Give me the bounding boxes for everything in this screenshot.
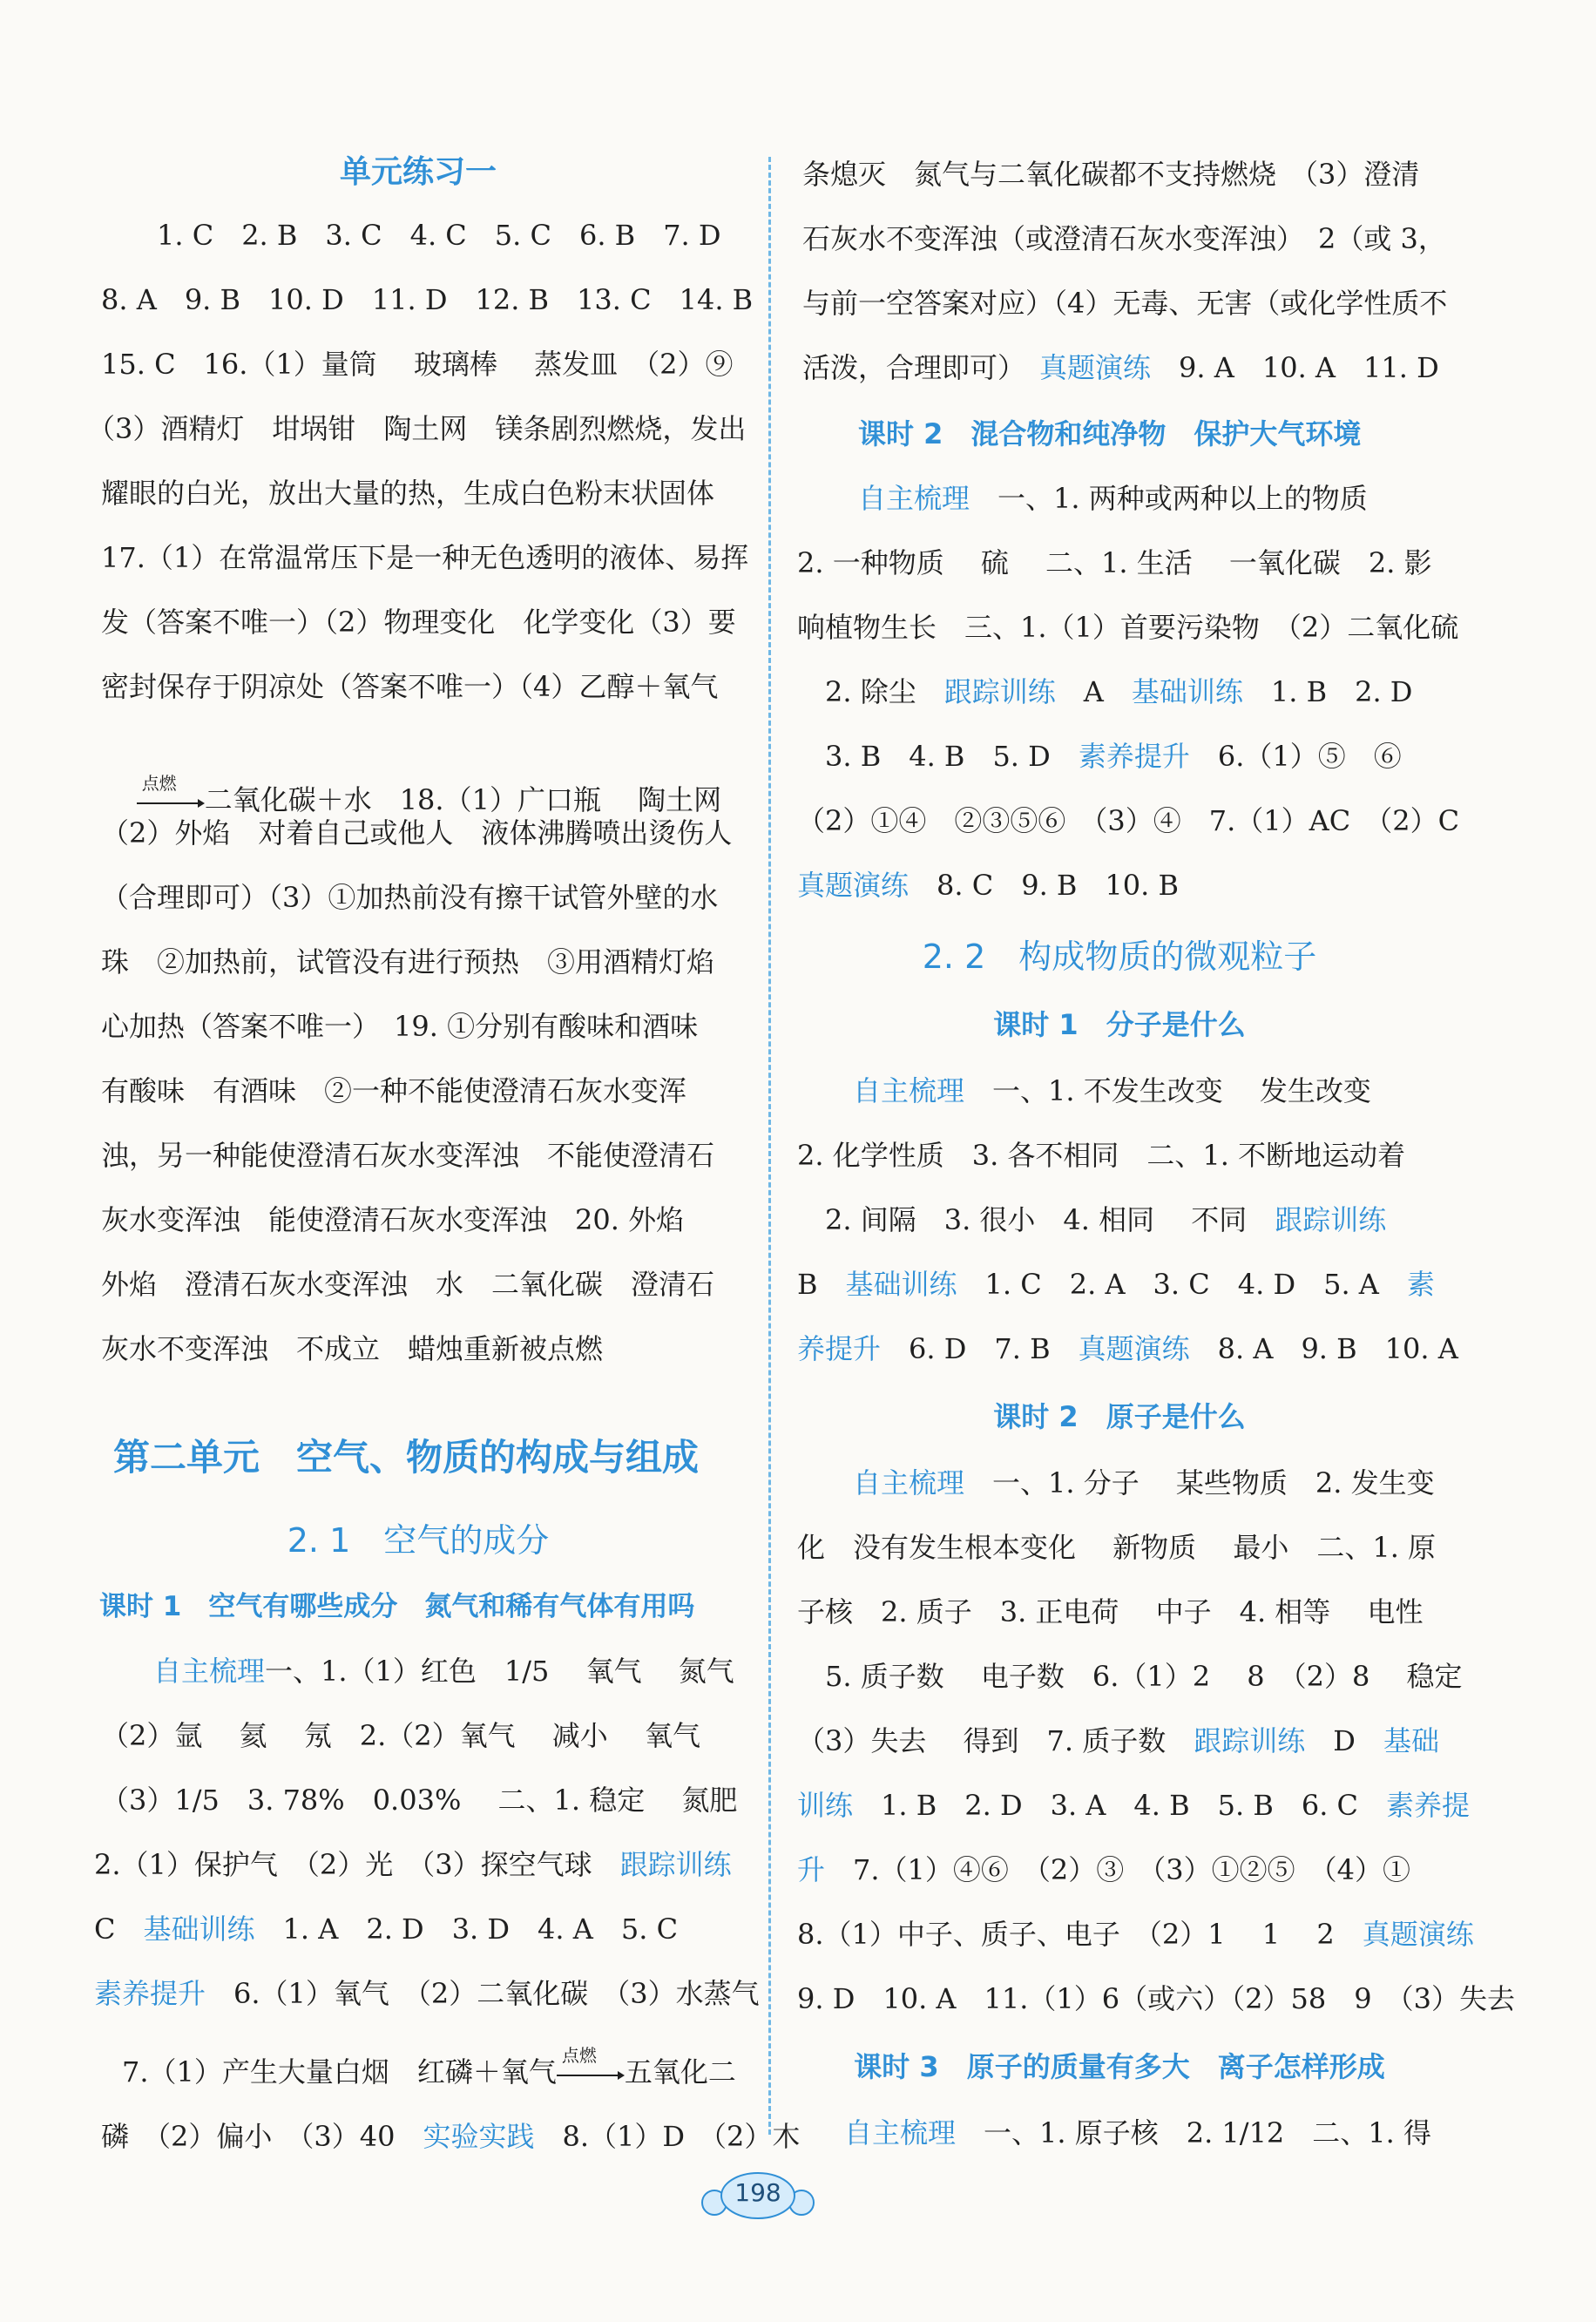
answer-line: 7.（1）产生大量白烟 红磷＋氧气 点燃 五氧化二 (94, 2044, 736, 2088)
tag-label: 训练 (797, 1789, 854, 1822)
answer-line: 自主梳理 一、1. 不发生改变 发生改变 (853, 1074, 1371, 1107)
answer-line: 8. A 9. B 10. D 11. D 12. B 13. C 14. B (101, 283, 754, 316)
answer-line: 浊，另一种能使澄清石灰水变浑浊 不能使澄清石 (101, 1139, 715, 1172)
answer-line: 3. B 4. B 5. D 素养提升 6.（1）⑤ ⑥ (797, 740, 1402, 773)
ignite-arrow-icon: 点燃 (557, 2064, 625, 2085)
answer-line: 自主梳理 一、1. 分子 某些物质 2. 发生变 (853, 1466, 1435, 1499)
answer-line: 珠 ②加热前，试管没有进行预热 ③用酒精灯焰 (101, 945, 715, 978)
answer-line: C 基础训练 1. A 2. D 3. D 4. A 5. C (94, 1912, 679, 1946)
answer-line: 响植物生长 三、1.（1）首要污染物 （2）二氧化硫 (797, 611, 1459, 644)
answer-line: 磷 （2）偏小 （3）40 实验实践 8.（1）D （2）木 (101, 2120, 801, 2153)
answer-line: 有酸味 有酒味 ②一种不能使澄清石灰水变浑 (101, 1074, 687, 1107)
answer-line: 8.（1）中子、质子、电子 （2）1 1 2 真题演练 (797, 1918, 1474, 1951)
unit-title: 第二单元 空气、物质的构成与组成 (113, 1436, 700, 1479)
answer-line: 灰水变浑浊 能使澄清石灰水变浑浊 20. 外焰 (101, 1203, 685, 1236)
tag-label: 升 (797, 1853, 826, 1886)
answer-line: 2. 间隔 3. 很小 4. 相同 不同 跟踪训练 (797, 1203, 1387, 1236)
lesson-title: 课时 1 空气有哪些成分 氮气和稀有气体有用吗 (99, 1591, 695, 1622)
tag-label: 素养提 (1386, 1789, 1471, 1822)
tag-label: 素 (1406, 1268, 1435, 1301)
column-divider (768, 157, 771, 2135)
answer-line: B 基础训练 1. C 2. A 3. C 4. D 5. A 素 (797, 1268, 1435, 1301)
lesson-title: 课时 1 分子是什么 (993, 1008, 1246, 1041)
tag-label: 基础训练 (1131, 675, 1243, 708)
answer-line: 外焰 澄清石灰水变浑浊 水 二氧化碳 澄清石 (101, 1268, 715, 1301)
answer-line: 密封保存于阴凉处（答案不唯一）（4）乙醇＋氧气 (101, 670, 719, 703)
answer-line: 子核 2. 质子 3. 正电荷 中子 4. 相等 电性 (797, 1595, 1424, 1628)
tag-label: 跟踪训练 (1275, 1203, 1387, 1236)
tag-label: 真题演练 (1078, 1332, 1190, 1365)
page-number-badge (697, 2170, 819, 2222)
lesson-title: 课时 2 原子是什么 (993, 1400, 1246, 1433)
tag-label: 养提升 (797, 1332, 882, 1365)
tag-label: 自主梳理 (853, 1074, 965, 1107)
section-title-unit-exercise-1: 单元练习一 (339, 154, 497, 190)
answer-line: 条熄灭 氮气与二氧化碳都不支持燃烧 （3）澄清 (802, 158, 1420, 191)
lesson-title: 课时 2 混合物和纯净物 保护大气环境 (858, 417, 1362, 450)
answer-line: 2. 一种物质 硫 二、1. 生活 一氧化碳 2. 影 (797, 546, 1432, 579)
answer-line: 15. C 16.（1）量筒 玻璃棒 蒸发皿 （2）⑨ (101, 348, 734, 381)
answer-line: 真题演练 8. C 9. B 10. B (797, 869, 1180, 902)
answer-line: （3）失去 得到 7. 质子数 跟踪训练 D 基础 (797, 1724, 1439, 1757)
section-title-2-1: 2. 1 空气的成分 (287, 1521, 550, 1560)
answer-line: 耀眼的白光，放出大量的热，生成白色粉末状固体 (101, 477, 715, 510)
section-title-2-2: 2. 2 构成物质的微观粒子 (922, 938, 1317, 976)
answer-line: 2. 除尘 跟踪训练 A 基础训练 1. B 2. D (797, 675, 1413, 708)
answer-line: 自主梳理 一、1. 原子核 2. 1/12 二、1. 得 (844, 2116, 1431, 2149)
answer-line: 素养提升 6.（1）氧气 （2）二氧化碳 （3）水蒸气 (94, 1977, 760, 2010)
tag-label: 自主梳理 (844, 2116, 957, 2149)
answer-line: 2.（1）保护气 （2）光 （3）探空气球 跟踪训练 (94, 1848, 732, 1881)
tag-label: 实验实践 (423, 2120, 535, 2153)
answer-line: 灰水不变浑浊 不成立 蜡烛重新被点燃 (101, 1332, 604, 1365)
lesson-title: 课时 3 原子的质量有多大 离子怎样形成 (854, 2050, 1385, 2083)
tag-label: 自主梳理 (858, 482, 970, 515)
answer-line: 1. C 2. B 3. C 4. C 5. C 6. B 7. D (157, 219, 721, 252)
tag-label: 自主梳理 (853, 1466, 965, 1499)
tag-label: 基础训练 (143, 1912, 255, 1946)
answer-line: 点燃 二氧化碳＋水 18.（1）广口瓶 陶土网 (101, 748, 721, 782)
ignite-arrow-icon: 点燃 (137, 792, 205, 813)
answer-line: 训练 1. B 2. D 3. A 4. B 5. B 6. C 素养提 (797, 1789, 1471, 1822)
answer-line: 自主梳理一、1.（1）红色 1/5 氧气 氮气 (153, 1655, 734, 1688)
tag-label: 真题演练 (1362, 1918, 1474, 1951)
page-number: 198 (734, 2178, 781, 2207)
tag-label: 跟踪训练 (943, 675, 1056, 708)
answer-line: 与前一空答案对应）（4）无毒、无害（或化学性质不 (802, 287, 1448, 320)
answer-line: （合理即可）（3）①加热前没有擦干试管外壁的水 (101, 881, 719, 914)
answer-line: 发（答案不唯一）（2）物理变化 化学变化（3）要 (101, 606, 736, 639)
tag-label: 真题演练 (797, 869, 910, 902)
answer-line: （2）①④ ②③⑤⑥ （3）④ 7.（1）AC （2）C (797, 804, 1460, 837)
tag-label: 素养提升 (94, 1977, 206, 2010)
answer-line: 17.（1）在常温常压下是一种无色透明的液体、易挥 (101, 541, 749, 574)
answer-line: （2）氩 氦 氖 2.（2）氧气 减小 氧气 (101, 1719, 700, 1752)
answer-line: 升 7.（1）④⑥ （2）③ （3）①②⑤ （4）① (797, 1853, 1410, 1886)
answer-line: （2）外焰 对着自己或他人 液体沸腾喷出烫伤人 (101, 816, 733, 850)
answer-line: 自主梳理 一、1. 两种或两种以上的物质 (858, 482, 1368, 515)
tag-label: 素养提升 (1078, 740, 1190, 773)
tag-label: 自主梳理 (153, 1655, 266, 1688)
answer-line: 心加热（答案不唯一） 19. ①分别有酸味和酒味 (101, 1010, 699, 1043)
answer-line: 活泼，合理即可） 真题演练 9. A 10. A 11. D (802, 351, 1439, 384)
answer-line: （3）1/5 3. 78% 0.03% 二、1. 稳定 氮肥 (101, 1784, 738, 1817)
tag-label: 跟踪训练 (1194, 1724, 1306, 1757)
answer-line: 2. 化学性质 3. 各不相同 二、1. 不断地运动着 (797, 1139, 1406, 1172)
answer-line: 养提升 6. D 7. B 真题演练 8. A 9. B 10. A (797, 1332, 1458, 1365)
answer-line: 5. 质子数 电子数 6.（1）2 8 （2）8 稳定 (797, 1660, 1463, 1693)
tag-label: 真题演练 (1039, 351, 1152, 384)
answer-line: 石灰水不变浑浊（或澄清石灰水变浑浊） 2（或 3， (802, 222, 1446, 255)
tag-label: 基础 (1383, 1724, 1439, 1757)
answer-line: （3）酒精灯 坩埚钳 陶土网 镁条剧烈燃烧，发出 (87, 412, 747, 445)
answer-line: 9. D 10. A 11.（1）6（或六）（2）58 9 （3）失去 (797, 1982, 1515, 2015)
tag-label: 跟踪训练 (619, 1848, 732, 1881)
answer-line: 化 没有发生根本变化 新物质 最小 二、1. 原 (797, 1531, 1437, 1564)
tag-label: 基础训练 (845, 1268, 957, 1301)
